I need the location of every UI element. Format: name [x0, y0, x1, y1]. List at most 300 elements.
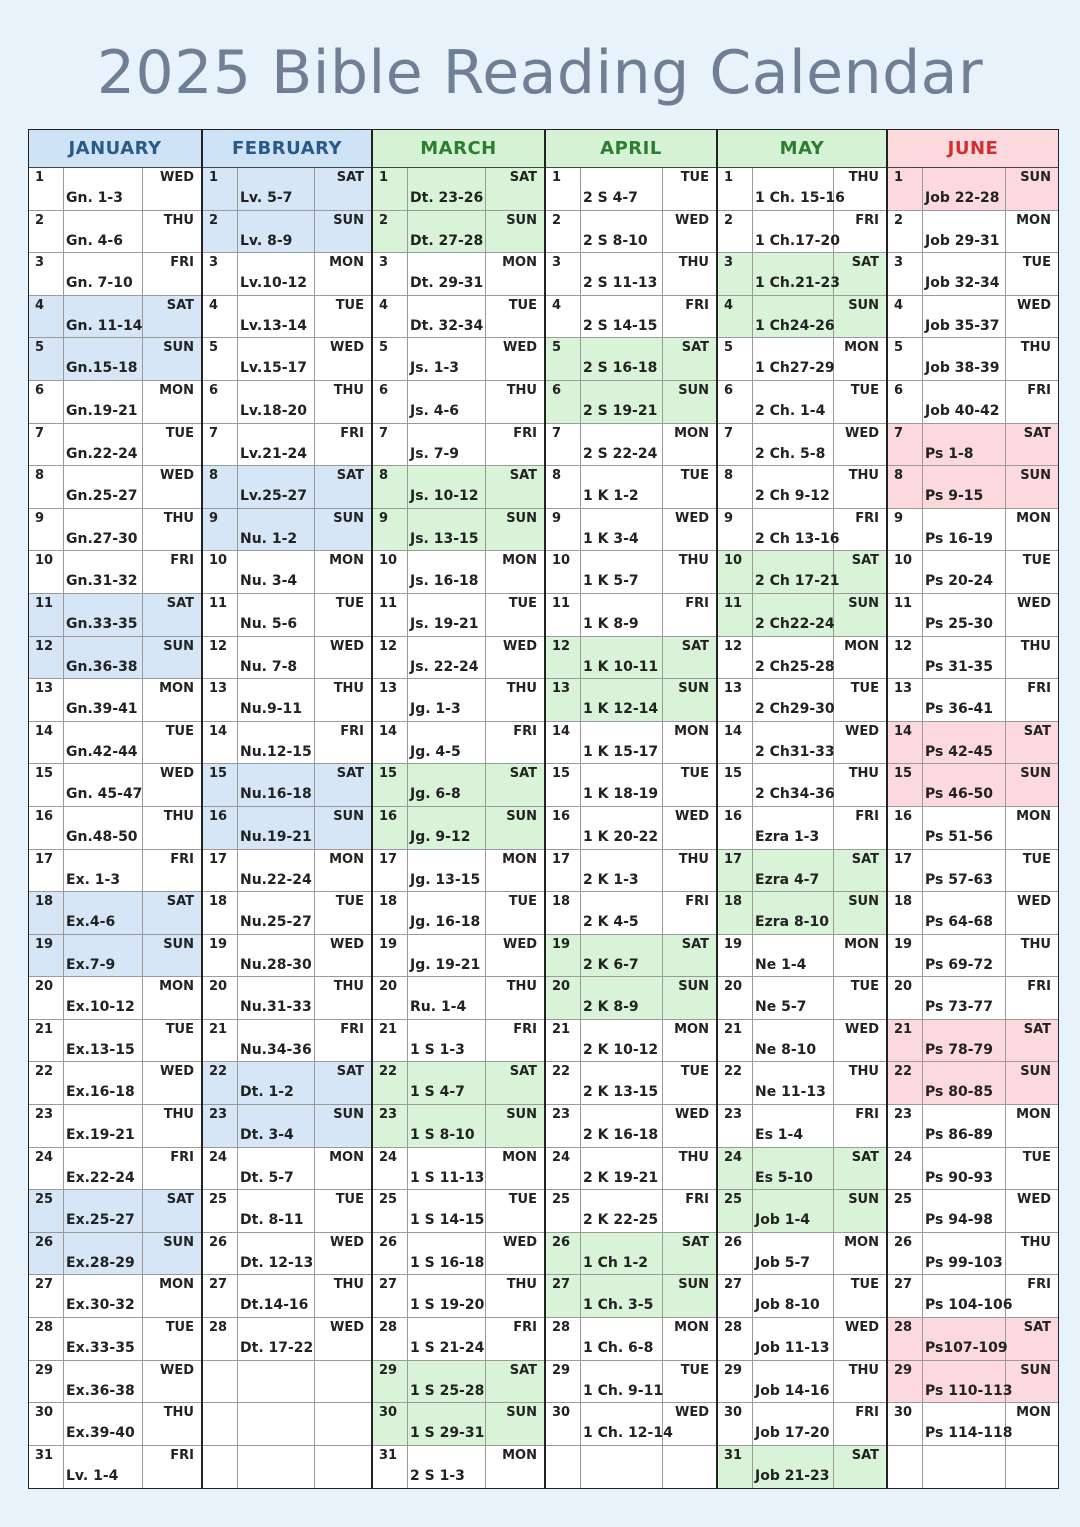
reading: 1 Ch. 3-5 [581, 1275, 663, 1317]
reading: Nu.16-18 [238, 764, 315, 806]
day-row [373, 679, 544, 722]
day-row [203, 466, 371, 509]
weekday: SAT [166, 1192, 194, 1208]
day-number: 31 [373, 1446, 408, 1489]
day-number: 5 [29, 338, 64, 380]
reading: Ne 1-4 [753, 935, 834, 977]
day-row [718, 253, 886, 296]
day-number: 16 [718, 807, 753, 849]
weekday: MON [1016, 808, 1051, 824]
reading: Ps 99-103 [923, 1233, 1006, 1275]
day-number: 26 [373, 1233, 408, 1275]
day-row [546, 338, 716, 381]
weekday: FRI [855, 1107, 879, 1123]
day-row [373, 1105, 544, 1148]
day-row [29, 1148, 201, 1191]
day-number: 29 [373, 1361, 408, 1403]
weekday: THU [1020, 340, 1051, 356]
day-number: 17 [888, 850, 923, 892]
weekday: FRI [513, 1320, 537, 1336]
weekday: THU [848, 468, 879, 484]
day-row [888, 977, 1058, 1020]
reading: Ps 31-35 [923, 637, 1006, 679]
weekday: SUN [1020, 766, 1051, 782]
weekday: WED [502, 340, 537, 356]
day-row [203, 1446, 371, 1489]
reading: Ru. 1-4 [408, 977, 486, 1019]
reading: Js. 22-24 [408, 637, 486, 679]
day-number: 30 [546, 1403, 581, 1445]
reading: Dt. 3-4 [238, 1105, 315, 1147]
day-row [546, 211, 716, 254]
reading: Ps 104-106 [923, 1275, 1006, 1317]
weekday: SAT [336, 1064, 364, 1080]
day-row [203, 509, 371, 552]
day-row [29, 253, 201, 296]
weekday: THU [333, 681, 364, 697]
reading: 2 K 1-3 [581, 850, 663, 892]
month-0 [29, 130, 201, 1488]
weekday: SUN [163, 1234, 194, 1250]
day-number: 15 [203, 764, 238, 806]
reading: Nu.9-11 [238, 679, 315, 721]
weekday: SUN [163, 936, 194, 952]
weekday: FRI [170, 553, 194, 569]
day-number: 30 [29, 1403, 64, 1445]
weekday: WED [1016, 297, 1051, 313]
weekday [315, 1403, 371, 1445]
day-number: 3 [203, 253, 238, 295]
day-row [718, 1148, 886, 1191]
day-row [888, 1318, 1058, 1361]
reading [238, 1361, 315, 1403]
reading: Js. 16-18 [408, 551, 486, 593]
day-row [718, 1105, 886, 1148]
day-number: 28 [203, 1318, 238, 1360]
day-row [546, 253, 716, 296]
weekday: SAT [851, 553, 879, 569]
day-number: 30 [718, 1403, 753, 1445]
day-number: 1 [373, 168, 408, 210]
weekday: FRI [340, 425, 364, 441]
reading: 2 S 16-18 [581, 338, 663, 380]
reading: 2 Ch. 5-8 [753, 424, 834, 466]
day-number: 25 [203, 1190, 238, 1232]
day-row [888, 253, 1058, 296]
reading: 2 S 22-24 [581, 424, 663, 466]
day-row [546, 466, 716, 509]
weekday: WED [674, 1107, 709, 1123]
reading: 1 Ch24-26 [753, 296, 834, 338]
weekday: SAT [509, 766, 537, 782]
reading: 1 S 25-28 [408, 1361, 486, 1403]
reading: Dt. 23-26 [408, 168, 486, 210]
day-number: 20 [718, 977, 753, 1019]
day-number: 29 [888, 1361, 923, 1403]
day-number: 17 [373, 850, 408, 892]
weekday: MON [1016, 510, 1051, 526]
day-number: 25 [373, 1190, 408, 1232]
weekday: SUN [163, 340, 194, 356]
weekday: TUE [508, 1192, 537, 1208]
reading: Nu.34-36 [238, 1020, 315, 1062]
reading: Job 14-16 [753, 1361, 834, 1403]
reading: Gn.39-41 [64, 679, 143, 721]
day-row [718, 1020, 886, 1063]
weekday: THU [506, 1277, 537, 1293]
reading: Job 32-34 [923, 253, 1006, 295]
day-row [373, 892, 544, 935]
day-number: 12 [888, 637, 923, 679]
weekday: THU [1020, 1234, 1051, 1250]
weekday: THU [678, 553, 709, 569]
day-row [373, 1361, 544, 1404]
day-number: 18 [29, 892, 64, 934]
weekday: WED [159, 1362, 194, 1378]
day-number: 11 [373, 594, 408, 636]
weekday: MON [502, 255, 537, 271]
day-number: 7 [29, 424, 64, 466]
weekday [1006, 1446, 1058, 1489]
day-number: 21 [203, 1020, 238, 1062]
weekday: TUE [680, 1064, 709, 1080]
day-row [718, 1318, 886, 1361]
weekday: FRI [513, 425, 537, 441]
day-number: 13 [546, 679, 581, 721]
day-number: 19 [888, 935, 923, 977]
reading: Nu. 1-2 [238, 509, 315, 551]
reading: Gn.25-27 [64, 466, 143, 508]
weekday: MON [1016, 212, 1051, 228]
weekday: SUN [506, 808, 537, 824]
day-row [718, 466, 886, 509]
day-row [718, 637, 886, 680]
month-header: JUNE [888, 130, 1058, 168]
reading: Nu. 7-8 [238, 637, 315, 679]
weekday: THU [678, 255, 709, 271]
day-row [718, 551, 886, 594]
day-row [203, 892, 371, 935]
day-row [546, 1446, 716, 1489]
day-number: 17 [546, 850, 581, 892]
weekday: WED [329, 1320, 364, 1336]
weekday: SAT [681, 936, 709, 952]
weekday: SUN [1020, 1362, 1051, 1378]
day-row [888, 211, 1058, 254]
day-row [546, 764, 716, 807]
day-number: 30 [373, 1403, 408, 1445]
day-number: 2 [29, 211, 64, 253]
reading: Jg. 4-5 [408, 722, 486, 764]
reading: 1 K 8-9 [581, 594, 663, 636]
reading: Gn.42-44 [64, 722, 143, 764]
reading: Js. 7-9 [408, 424, 486, 466]
weekday: WED [502, 936, 537, 952]
reading: Job 38-39 [923, 338, 1006, 380]
day-row [29, 892, 201, 935]
day-row [373, 338, 544, 381]
day-row [888, 935, 1058, 978]
reading: Lv.13-14 [238, 296, 315, 338]
day-row [203, 807, 371, 850]
day-row [718, 1275, 886, 1318]
day-number: 12 [546, 637, 581, 679]
weekday: WED [674, 510, 709, 526]
day-row [546, 1148, 716, 1191]
day-number: 8 [203, 466, 238, 508]
weekday: SUN [678, 1277, 709, 1293]
day-row [718, 381, 886, 424]
reading: Ps 78-79 [923, 1020, 1006, 1062]
day-number: 18 [718, 892, 753, 934]
day-number: 28 [373, 1318, 408, 1360]
day-row [888, 1275, 1058, 1318]
weekday: TUE [1022, 255, 1051, 271]
day-row [29, 850, 201, 893]
weekday: FRI [513, 1021, 537, 1037]
reading: Ps 1-8 [923, 424, 1006, 466]
day-row [546, 722, 716, 765]
weekday: MON [674, 723, 709, 739]
day-number: 22 [718, 1062, 753, 1104]
reading: 1 Ch.21-23 [753, 253, 834, 295]
weekday: WED [329, 1234, 364, 1250]
reading: Ne 11-13 [753, 1062, 834, 1104]
weekday: WED [1016, 595, 1051, 611]
day-number: 14 [373, 722, 408, 764]
day-row [888, 1148, 1058, 1191]
day-number: 21 [373, 1020, 408, 1062]
day-row [718, 679, 886, 722]
month-header: JANUARY [29, 130, 201, 168]
day-row [373, 1020, 544, 1063]
reading: Gn.15-18 [64, 338, 143, 380]
reading: Js. 10-12 [408, 466, 486, 508]
day-row [373, 1446, 544, 1489]
reading: Ps 46-50 [923, 764, 1006, 806]
day-row [373, 850, 544, 893]
day-number: 13 [718, 679, 753, 721]
weekday: TUE [680, 766, 709, 782]
weekday: WED [674, 212, 709, 228]
weekday: SAT [336, 766, 364, 782]
day-number: 21 [546, 1020, 581, 1062]
day-number: 10 [546, 551, 581, 593]
reading: Ex. 1-3 [64, 850, 143, 892]
day-row [373, 296, 544, 339]
weekday: FRI [685, 1192, 709, 1208]
weekday: MON [1016, 1107, 1051, 1123]
reading: 1 S 4-7 [408, 1062, 486, 1104]
day-row [718, 338, 886, 381]
day-row [373, 807, 544, 850]
weekday: SUN [678, 681, 709, 697]
day-number: 24 [29, 1148, 64, 1190]
reading: 1 S 1-3 [408, 1020, 486, 1062]
weekday: SUN [506, 212, 537, 228]
weekday: THU [163, 1405, 194, 1421]
weekday: WED [674, 808, 709, 824]
day-row [373, 211, 544, 254]
day-number: 28 [546, 1318, 581, 1360]
day-number: 20 [546, 977, 581, 1019]
weekday: WED [159, 170, 194, 185]
day-row [888, 1062, 1058, 1105]
day-number: 18 [373, 892, 408, 934]
day-row [546, 977, 716, 1020]
weekday: SAT [1023, 723, 1051, 739]
day-number: 9 [203, 509, 238, 551]
day-number: 26 [546, 1233, 581, 1275]
day-row [203, 1105, 371, 1148]
reading: Ex.13-15 [64, 1020, 143, 1062]
reading: Jg. 9-12 [408, 807, 486, 849]
reading: 1 K 18-19 [581, 764, 663, 806]
reading: Job 22-28 [923, 168, 1006, 210]
weekday: FRI [855, 510, 879, 526]
weekday: WED [329, 936, 364, 952]
day-number: 23 [546, 1105, 581, 1147]
reading [581, 1446, 663, 1489]
reading: Js. 4-6 [408, 381, 486, 423]
reading: Ne 5-7 [753, 977, 834, 1019]
day-number [203, 1403, 238, 1445]
reading: Lv.25-27 [238, 466, 315, 508]
weekday [315, 1361, 371, 1403]
day-number: 4 [29, 296, 64, 338]
day-row [888, 594, 1058, 637]
reading: Job 35-37 [923, 296, 1006, 338]
weekday: SUN [848, 1192, 879, 1208]
weekday: TUE [850, 382, 879, 398]
reading: Gn. 7-10 [64, 253, 143, 295]
day-row [718, 722, 886, 765]
day-number: 20 [373, 977, 408, 1019]
reading: Ps107-109 [923, 1318, 1006, 1360]
reading: Ps 110-113 [923, 1361, 1006, 1403]
day-number: 16 [203, 807, 238, 849]
day-row [203, 168, 371, 211]
weekday: THU [506, 979, 537, 995]
day-row [203, 722, 371, 765]
reading: Ps 90-93 [923, 1148, 1006, 1190]
reading: Ps 80-85 [923, 1062, 1006, 1104]
reading: 1 S 8-10 [408, 1105, 486, 1147]
day-number: 12 [718, 637, 753, 679]
day-row [888, 722, 1058, 765]
weekday: SAT [681, 638, 709, 654]
day-row [373, 722, 544, 765]
reading: 1 K 15-17 [581, 722, 663, 764]
weekday: MON [844, 340, 879, 356]
day-row [546, 594, 716, 637]
reading [923, 1446, 1006, 1489]
weekday: SAT [1023, 425, 1051, 441]
reading: Ps 36-41 [923, 679, 1006, 721]
weekday: TUE [508, 297, 537, 313]
weekday: THU [333, 382, 364, 398]
weekday: SAT [166, 894, 194, 910]
day-number: 22 [203, 1062, 238, 1104]
day-number: 14 [546, 722, 581, 764]
weekday: MON [674, 425, 709, 441]
reading: Ex.16-18 [64, 1062, 143, 1104]
day-number: 22 [546, 1062, 581, 1104]
reading: 2 Ch 9-12 [753, 466, 834, 508]
day-number: 28 [718, 1318, 753, 1360]
weekday: WED [502, 1234, 537, 1250]
reading: 2 K 19-21 [581, 1148, 663, 1190]
day-number: 10 [718, 551, 753, 593]
month-1 [201, 130, 371, 1488]
day-row [546, 168, 716, 211]
day-number: 8 [888, 466, 923, 508]
day-number: 31 [718, 1446, 753, 1489]
day-number: 27 [203, 1275, 238, 1317]
day-row [546, 807, 716, 850]
day-row [888, 850, 1058, 893]
weekday: MON [502, 553, 537, 569]
reading: 2 S 19-21 [581, 381, 663, 423]
reading: Ps 16-19 [923, 509, 1006, 551]
weekday [663, 1446, 716, 1489]
weekday: TUE [165, 1021, 194, 1037]
weekday: WED [159, 766, 194, 782]
day-row [29, 1275, 201, 1318]
reading: 1 Ch.17-20 [753, 211, 834, 253]
weekday: MON [502, 1149, 537, 1165]
day-number: 28 [888, 1318, 923, 1360]
reading: 1 K 3-4 [581, 509, 663, 551]
weekday: WED [844, 1320, 879, 1336]
day-row [29, 168, 201, 211]
reading: Nu.25-27 [238, 892, 315, 934]
day-row [546, 424, 716, 467]
reading: Job 5-7 [753, 1233, 834, 1275]
day-row [718, 594, 886, 637]
weekday: TUE [850, 979, 879, 995]
reading: Dt. 5-7 [238, 1148, 315, 1190]
day-number: 8 [373, 466, 408, 508]
weekday: THU [678, 1149, 709, 1165]
day-number: 19 [373, 935, 408, 977]
day-number: 20 [888, 977, 923, 1019]
weekday: WED [674, 1405, 709, 1421]
day-row [546, 1233, 716, 1276]
day-number: 16 [29, 807, 64, 849]
weekday: WED [159, 1064, 194, 1080]
reading: Nu. 5-6 [238, 594, 315, 636]
reading: Nu.19-21 [238, 807, 315, 849]
reading: 2 K 13-15 [581, 1062, 663, 1104]
weekday: SUN [506, 1107, 537, 1123]
day-number: 14 [203, 722, 238, 764]
day-number: 6 [29, 381, 64, 423]
day-row [373, 977, 544, 1020]
weekday: WED [329, 340, 364, 356]
weekday: WED [159, 468, 194, 484]
day-number: 17 [718, 850, 753, 892]
day-row [888, 1233, 1058, 1276]
day-row [29, 1020, 201, 1063]
day-number: 23 [888, 1105, 923, 1147]
weekday: SAT [166, 297, 194, 313]
weekday: TUE [335, 297, 364, 313]
day-number: 23 [29, 1105, 64, 1147]
reading: 1 Ch. 9-11 [581, 1361, 663, 1403]
day-number: 13 [373, 679, 408, 721]
day-row [29, 764, 201, 807]
